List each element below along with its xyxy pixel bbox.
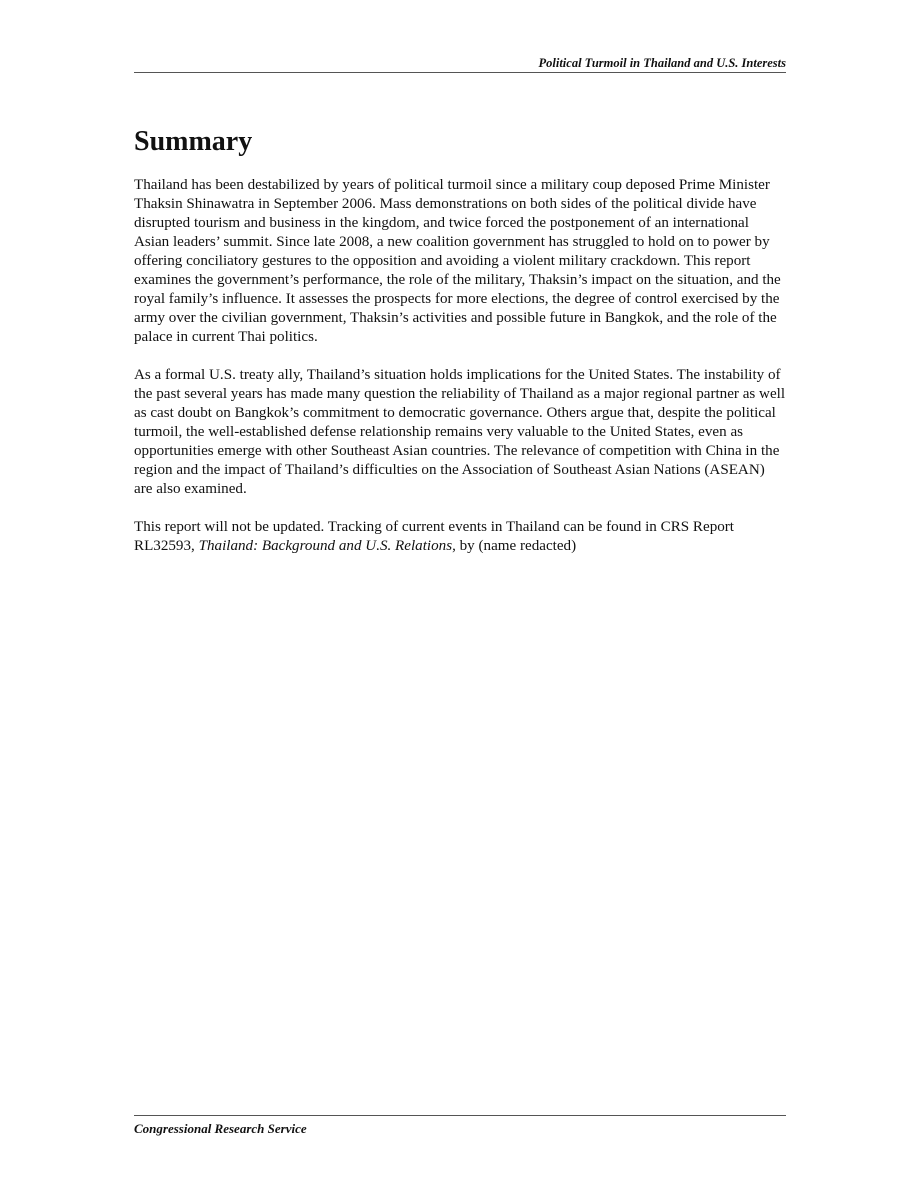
paragraph-3-tail: , by (name redacted)	[452, 538, 577, 554]
summary-paragraph-1: Thailand has been destabilized by years of political turmoil since a military coup deposed Prime Minister Thaksin Shinawatra in September 2006. Mass demonstrations on both sides of the political divide have disrupted tourism and business in the kingdom, and twice forced the postponement of an international Asian leaders’ summit. Since late 2008, a new coalition government has struggled to hold on to power by offering conciliatory gestures to the opposition and avoiding a violent military crackdown. This report examines the government’s performance, the role of the military, Thaksin’s impact on the situation, and the royal family’s influence. It assesses the prospects for more elections, the degree of control exercised by the army over the civilian government, Thaksin’s activities and possible future in Bangkok, and the role of the palace in current Thai politics.	[134, 177, 781, 345]
summary-body	[134, 176, 786, 575]
running-header-title: Political Turmoil in Thailand and U.S. Interests	[538, 56, 786, 70]
summary-paragraph-2: As a formal U.S. treaty ally, Thailand’s situation holds implications for the United States. The instability of the past several years has made many question the reliability of Thailand as a major regional partner as well as cast doubt on Bangkok’s commitment to democratic governance. Others argue that, despite the political turmoil, the well-established defense relationship remains very valuable to the United States, even as opportunities emerge with other Southeast Asian countries. The relevance of competition with China in the region and the impact of Thailand’s difficulties on the Association of Southeast Asian Nations (ASEAN) are also examined.	[134, 367, 786, 497]
cited-report-title: Thailand: Background and U.S. Relations	[198, 538, 453, 554]
running-footer	[134, 1115, 786, 1137]
summary-paragraph-3	[134, 518, 786, 556]
summary-heading: Summary	[134, 126, 253, 157]
running-header	[134, 56, 786, 73]
footer-organization: Congressional Research Service	[134, 1121, 307, 1136]
paragraph-3-lead: This report will not be updated. Tracking of current events in Thailand can be found in CRS Report RL32593,	[134, 519, 735, 554]
